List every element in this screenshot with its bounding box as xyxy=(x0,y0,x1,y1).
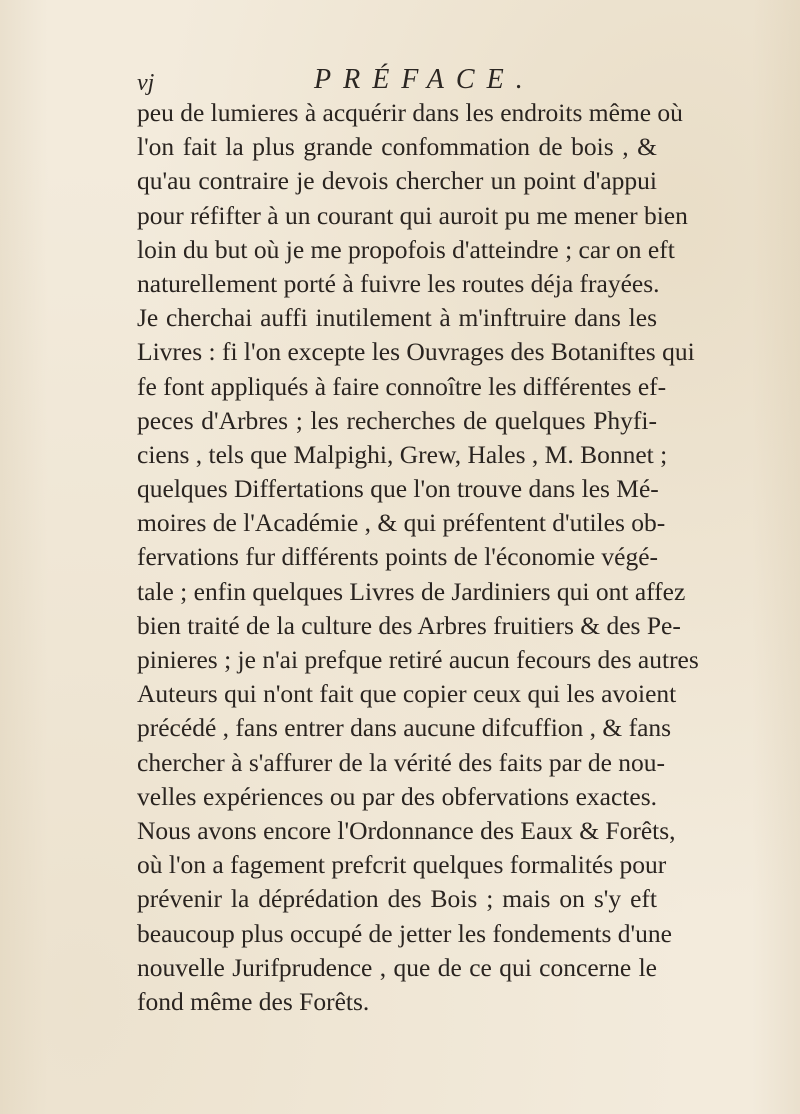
page-number: vj xyxy=(137,70,155,96)
text-line: beaucoup plus occupé de jetter les fondements d'une xyxy=(137,918,672,948)
text-line: bien traité de la culture des Arbres fruitiers & des Pe- xyxy=(137,610,681,640)
page-header xyxy=(137,60,657,100)
text-line: Livres : fi l'on excepte les Ouvrages des Botaniftes qui xyxy=(137,337,695,367)
text-line: tale ; enfin quelques Livres de Jardiniers qui ont affez xyxy=(137,576,686,606)
text-line: moires de l'Académie , & qui préfentent d'utiles ob- xyxy=(137,508,666,538)
text-line: loin du but où je me propofois d'atteindre ; car on eft xyxy=(137,234,675,264)
text-line: Je cherchai auffi inutilement à m'inftruire dans les xyxy=(137,303,657,333)
text-line: précédé , fans entrer dans aucune difcuffion , & fans xyxy=(137,713,672,743)
text-line: fond même des Forêts. xyxy=(137,986,370,1016)
text-line: quelques Differtations que l'on trouve dans les Mé- xyxy=(137,474,659,504)
text-line: nouvelle Jurifprudence , que de ce qui concerne le xyxy=(137,952,657,982)
text-line: ciens , tels que Malpighi, Grew, Hales , M. Bonnet ; xyxy=(137,439,668,469)
text-line: l'on fait la plus grande confommation de bois , & xyxy=(137,132,657,162)
text-line: pour réfifter à un courant qui auroit pu me mener bien xyxy=(137,200,688,230)
text-line: fe font appliqués à faire connoître les différentes ef- xyxy=(137,371,667,401)
text-line: naturellement porté à fuivre les routes déja frayées. xyxy=(137,268,660,298)
text-line: Nous avons encore l'Ordonnance des Eaux & Forêts, xyxy=(137,815,676,845)
text-line: prévenir la déprédation des Bois ; mais on s'y eft xyxy=(137,884,657,914)
running-title: PRÉFACE. xyxy=(314,64,535,95)
text-line: où l'on a fagement prefcrit quelques formalités pour xyxy=(137,850,667,880)
text-line: qu'au contraire je devois chercher un point d'appui xyxy=(137,166,657,196)
text-line: peu de lumieres à acquérir dans les endroits même où xyxy=(137,98,683,127)
body-text xyxy=(137,96,699,1019)
text-line: fervations fur différents points de l'économie végé- xyxy=(137,542,659,572)
text-line: pinieres ; je n'ai prefque retiré aucun fecours des autres xyxy=(137,645,699,674)
text-line: Auteurs qui n'ont fait que copier ceux qui les avoient xyxy=(137,679,677,709)
text-line: peces d'Arbres ; les recherches de quelques Phyfi- xyxy=(137,405,657,435)
text-line: velles expériences ou par des obfervations exactes. xyxy=(137,781,657,811)
text-line: chercher à s'affurer de la vérité des faits par de nou- xyxy=(137,747,666,777)
